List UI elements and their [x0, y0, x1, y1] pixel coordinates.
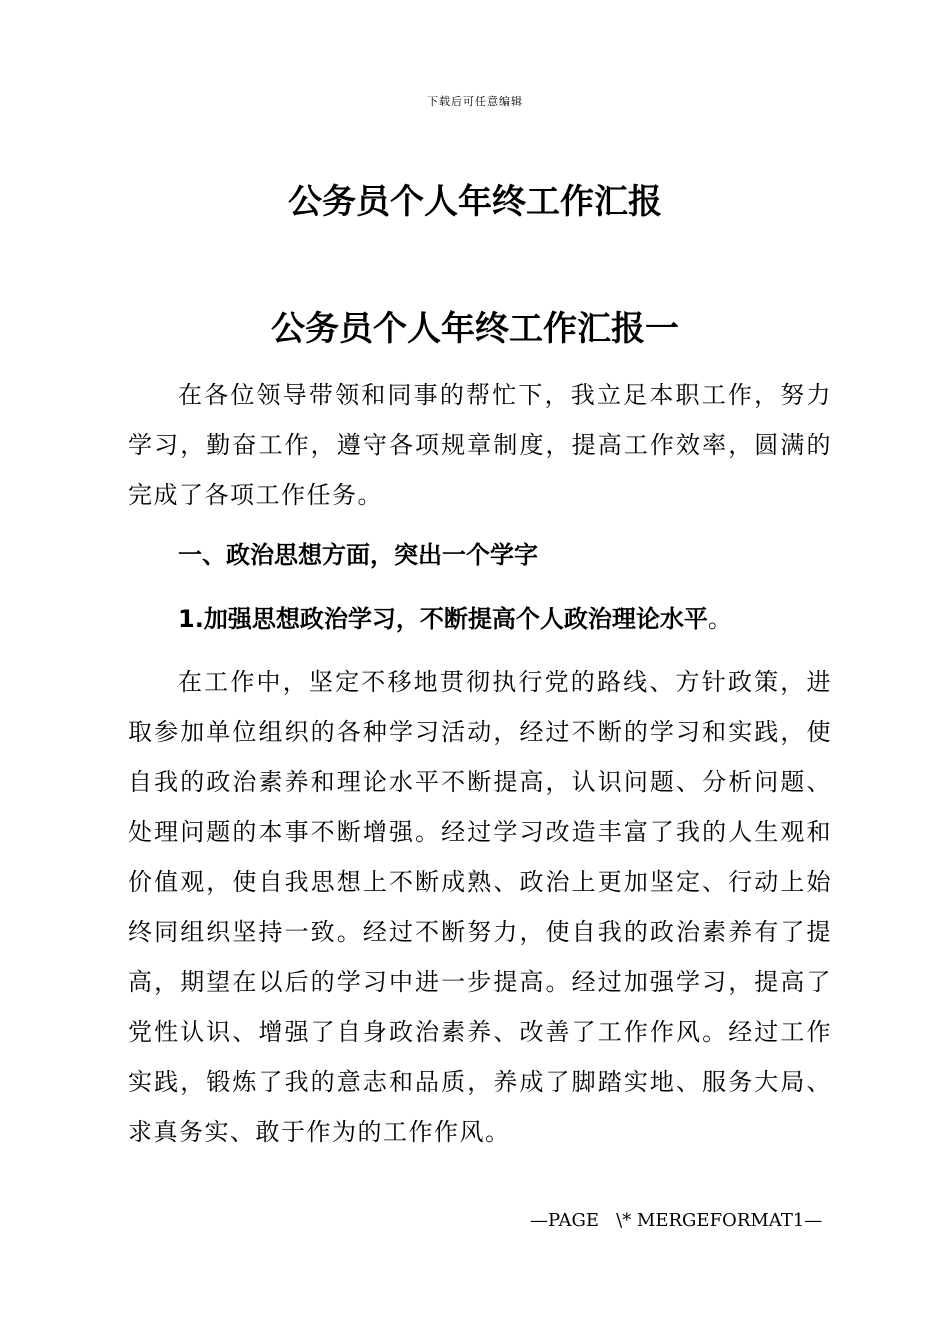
- page-footer: —PAGE \* MERGEFORMAT1—: [530, 1210, 823, 1231]
- subheading-study-bold: 1.加强思想政治学习，不断提高个人政治理论水平: [178, 605, 708, 633]
- body-paragraph: 在工作中，坚定不移地贯彻执行党的路线、方针政策，进取参加单位组织的各种学习活动，经过不断的学习和实践，使自我的政治素养和理论水平不断提高，认识问题、分析问题、处理问题的本事不断增强。经过学习改造丰富了我的人生观和价值观，使自我思想上不断成熟、政治上更加坚定、行动上始终同组织坚持一致。经过不断努力，使自我的政治素养有了提高，期望在以后的学习中进一步提高。经过加强学习，提高了党性认识、增强了自身政治素养、改善了工作作风。经过工作实践，锻炼了我的意志和品质，养成了脚踏实地、服务大局、求真务实、敢于作为的工作作风。: [128, 668, 832, 1146]
- intro-paragraph: 在各位领导带领和同事的帮忙下，我立足本职工作，努力学习，勤奋工作，遵守各项规章制度，提高工作效率，圆满的完成了各项工作任务。: [128, 381, 832, 509]
- heading-politics: 一、政治思想方面，突出一个学字: [178, 541, 538, 569]
- section-title: 公务员个人年终工作汇报一: [271, 309, 679, 349]
- subheading-study: [178, 594, 732, 644]
- header-note: 下载后可任意编辑: [427, 95, 523, 108]
- subheading-study-tail: 。: [707, 605, 732, 633]
- document-title: 公务员个人年终工作汇报: [288, 182, 662, 222]
